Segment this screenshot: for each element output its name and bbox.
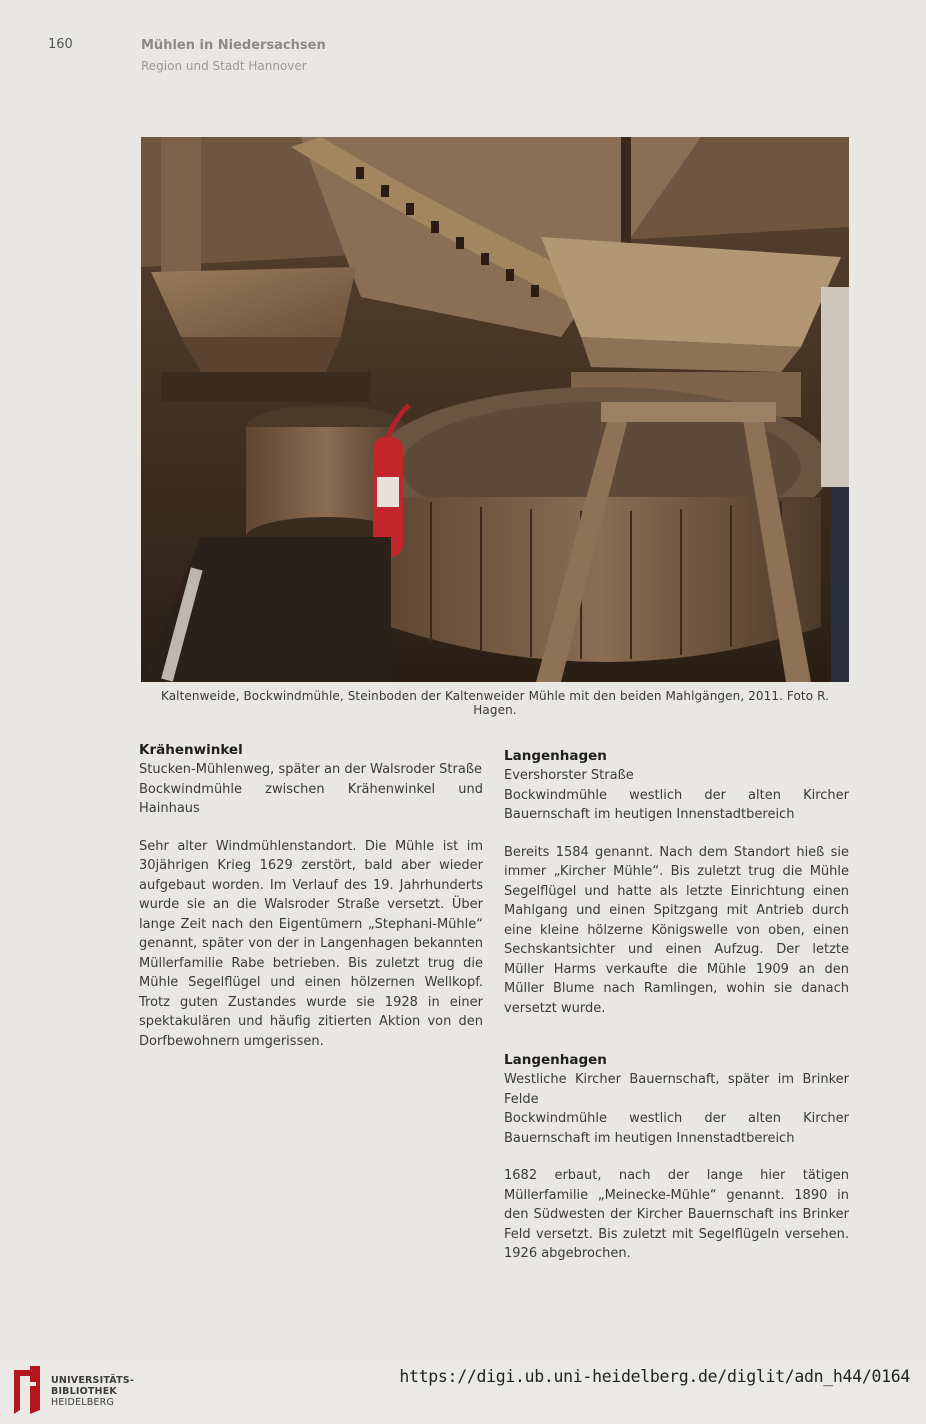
right-column — [504, 746, 849, 1264]
entry-mill-type: Bockwindmühle zwischen Krähenwinkel und Hainhaus — [139, 781, 483, 816]
entry-body: 1682 erbaut, nach der lange hier tätigen Müllerfamilie „Meinecke-Mühle“ genannt. 1890 in den Südwesten der Kircher Bauernschaft ins Brinker Feld versetzt. Bis zuletzt mit Segelflügeln versehen. 1926 abgebrochen. — [504, 1168, 849, 1261]
entry-body: Bereits 1584 genannt. Nach dem Standort hieß sie immer „Kircher Mühle“. Bis zuletzt trug die Mühle Segelflügel und hatte als letzte Einrichtung einen Mahlgang und einen Spitzgang mit Antrieb durch eine kleine hölzerne Königswelle von oben, einen Sechskantsichter und einen Aufzug. Der letzte Müller Harms verkaufte die Mühle 1909 an den Müller Blume nach Ramlingen, wohin sie danach versetzt wurde. — [504, 844, 849, 1016]
source-url-link[interactable]: https://digi.ub.uni-heidelberg.de/diglit/adn_h44/0164 — [399, 1367, 910, 1386]
library-name-line: BIBLIOTHEK — [51, 1386, 117, 1397]
entry-heading: Langenhagen — [504, 748, 607, 764]
mill-photo-illustration — [141, 137, 849, 682]
running-subtitle: Region und Stadt Hannover — [141, 59, 307, 73]
entry-heading: Krähenwinkel — [139, 742, 243, 758]
entry-mill-type: Bockwindmühle westlich der alten Kircher Bauernschaft im heutigen Innenstadtbereich — [504, 1111, 849, 1146]
library-name — [51, 1375, 134, 1408]
figure-caption: Kaltenweide, Bockwindmühle, Steinboden der Kaltenweider Mühle mit den beiden Mahlgängen, 2011. Foto R. Hagen. — [160, 689, 830, 717]
library-logo-icon — [10, 1364, 44, 1416]
entry-body: Sehr alter Windmühlenstandort. Die Mühle ist im 30jährigen Krieg 1629 zerstört, bald aber wieder aufgebaut worden. Im Verlauf des 19. Jahrhunderts wurde sie an die Walsroder Straße versetzt. Über lange Zeit nach den Eigentümern „Stephani-Mühle“ genannt, später von der in Langenhagen bekannten Müllerfamilie Rabe betrieben. Bis zuletzt trug die Mühle Segelflügel und einen hölzernen Wellkopf. Trotz guten Zustandes wurde sie 1928 in einer spektakulären und häufig zitierten Aktion von den Dorfbewohnern umgerissen. — [139, 838, 483, 1049]
running-title: Mühlen in Niedersachsen — [141, 38, 326, 53]
entry-mill-type: Bockwindmühle westlich der alten Kircher Bauernschaft im heutigen Innenstadtbereich — [504, 787, 849, 822]
entry-location: Evershorster Straße — [504, 768, 634, 783]
left-column — [139, 740, 483, 1051]
entry-heading: Langenhagen — [504, 1052, 607, 1068]
entry-location: Westliche Kircher Bauernschaft, später im Brinker Felde — [504, 1072, 849, 1107]
page-number: 160 — [48, 37, 73, 52]
library-name-line: UNIVERSITÄTS- — [51, 1375, 134, 1386]
library-name-line: HEIDELBERG — [51, 1397, 115, 1408]
entry-location: Stucken-Mühlenweg, später an der Walsroder Straße — [139, 762, 483, 777]
mill-photo — [141, 137, 849, 682]
